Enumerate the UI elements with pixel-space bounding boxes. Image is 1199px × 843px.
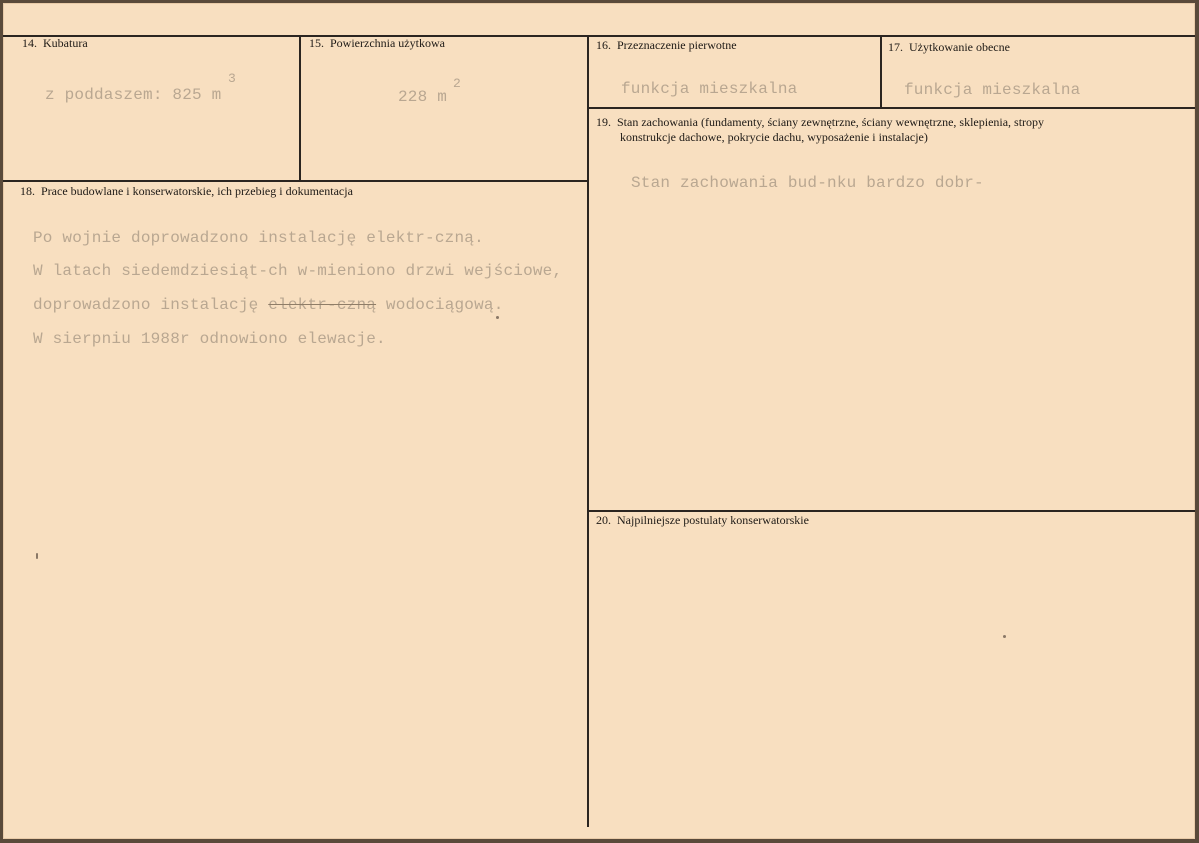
paper-speck (36, 553, 38, 559)
paper-speck (1003, 635, 1006, 638)
divider-row-14-18 (3, 180, 587, 182)
divider-row-19-20 (589, 510, 1195, 512)
field-17-value: funkcja mieszkalna (904, 81, 1081, 99)
field-14-value: z poddaszem: 825 m (45, 86, 222, 104)
field-15-superscript: 2 (453, 76, 461, 91)
divider-14-15 (299, 35, 301, 180)
divider-row-16-19 (589, 107, 1195, 109)
field-14-label: 14. Kubatura (22, 36, 88, 50)
field-19-label-continued: konstrukcje dachowe, pokrycie dachu, wyposażenie i instalacje) (620, 130, 928, 144)
field-15-value: 228 m (398, 88, 448, 106)
field-18-label: 18. Prace budowlane i konserwatorskie, ich przebieg i dokumentacja (20, 184, 353, 198)
field-16-value: funkcja mieszkalna (621, 80, 798, 98)
field-14-superscript: 3 (228, 71, 236, 86)
field-18-struck-word: elektr-czną (268, 296, 377, 314)
field-18-line-2: W latach siedemdziesiąt-ch w-mieniono drzwi wejściowe, (33, 262, 563, 280)
record-card (3, 3, 1195, 839)
field-18-line-4: W sierpniu 1988r odnowiono elewacje. (33, 330, 386, 348)
field-20-label: 20. Najpilniejsze postulaty konserwatorskie (596, 513, 809, 527)
top-border-line (3, 35, 1195, 37)
field-17-label: 17. Użytkowanie obecne (888, 40, 1010, 54)
field-18-line-3 (33, 296, 504, 314)
field-15-label: 15. Powierzchnia użytkowa (309, 36, 445, 50)
field-18-line-1: Po wojnie doprowadzono instalację elektr-czną. (33, 229, 484, 247)
paper-speck (496, 316, 499, 319)
field-18-line-3-tail: wodociągową. (385, 296, 504, 314)
divider-16-17 (880, 35, 882, 107)
field-19-value: Stan zachowania bud-nku bardzo dobr- (631, 174, 984, 192)
field-19-label: 19. Stan zachowania (fundamenty, ściany zewnętrzne, ściany wewnętrzne, sklepienia, stropy (596, 115, 1045, 129)
field-16-label: 16. Przeznaczenie pierwotne (596, 38, 737, 52)
field-18-line-3-text: doprowadzono instalację (33, 296, 259, 314)
center-divider (587, 35, 589, 827)
